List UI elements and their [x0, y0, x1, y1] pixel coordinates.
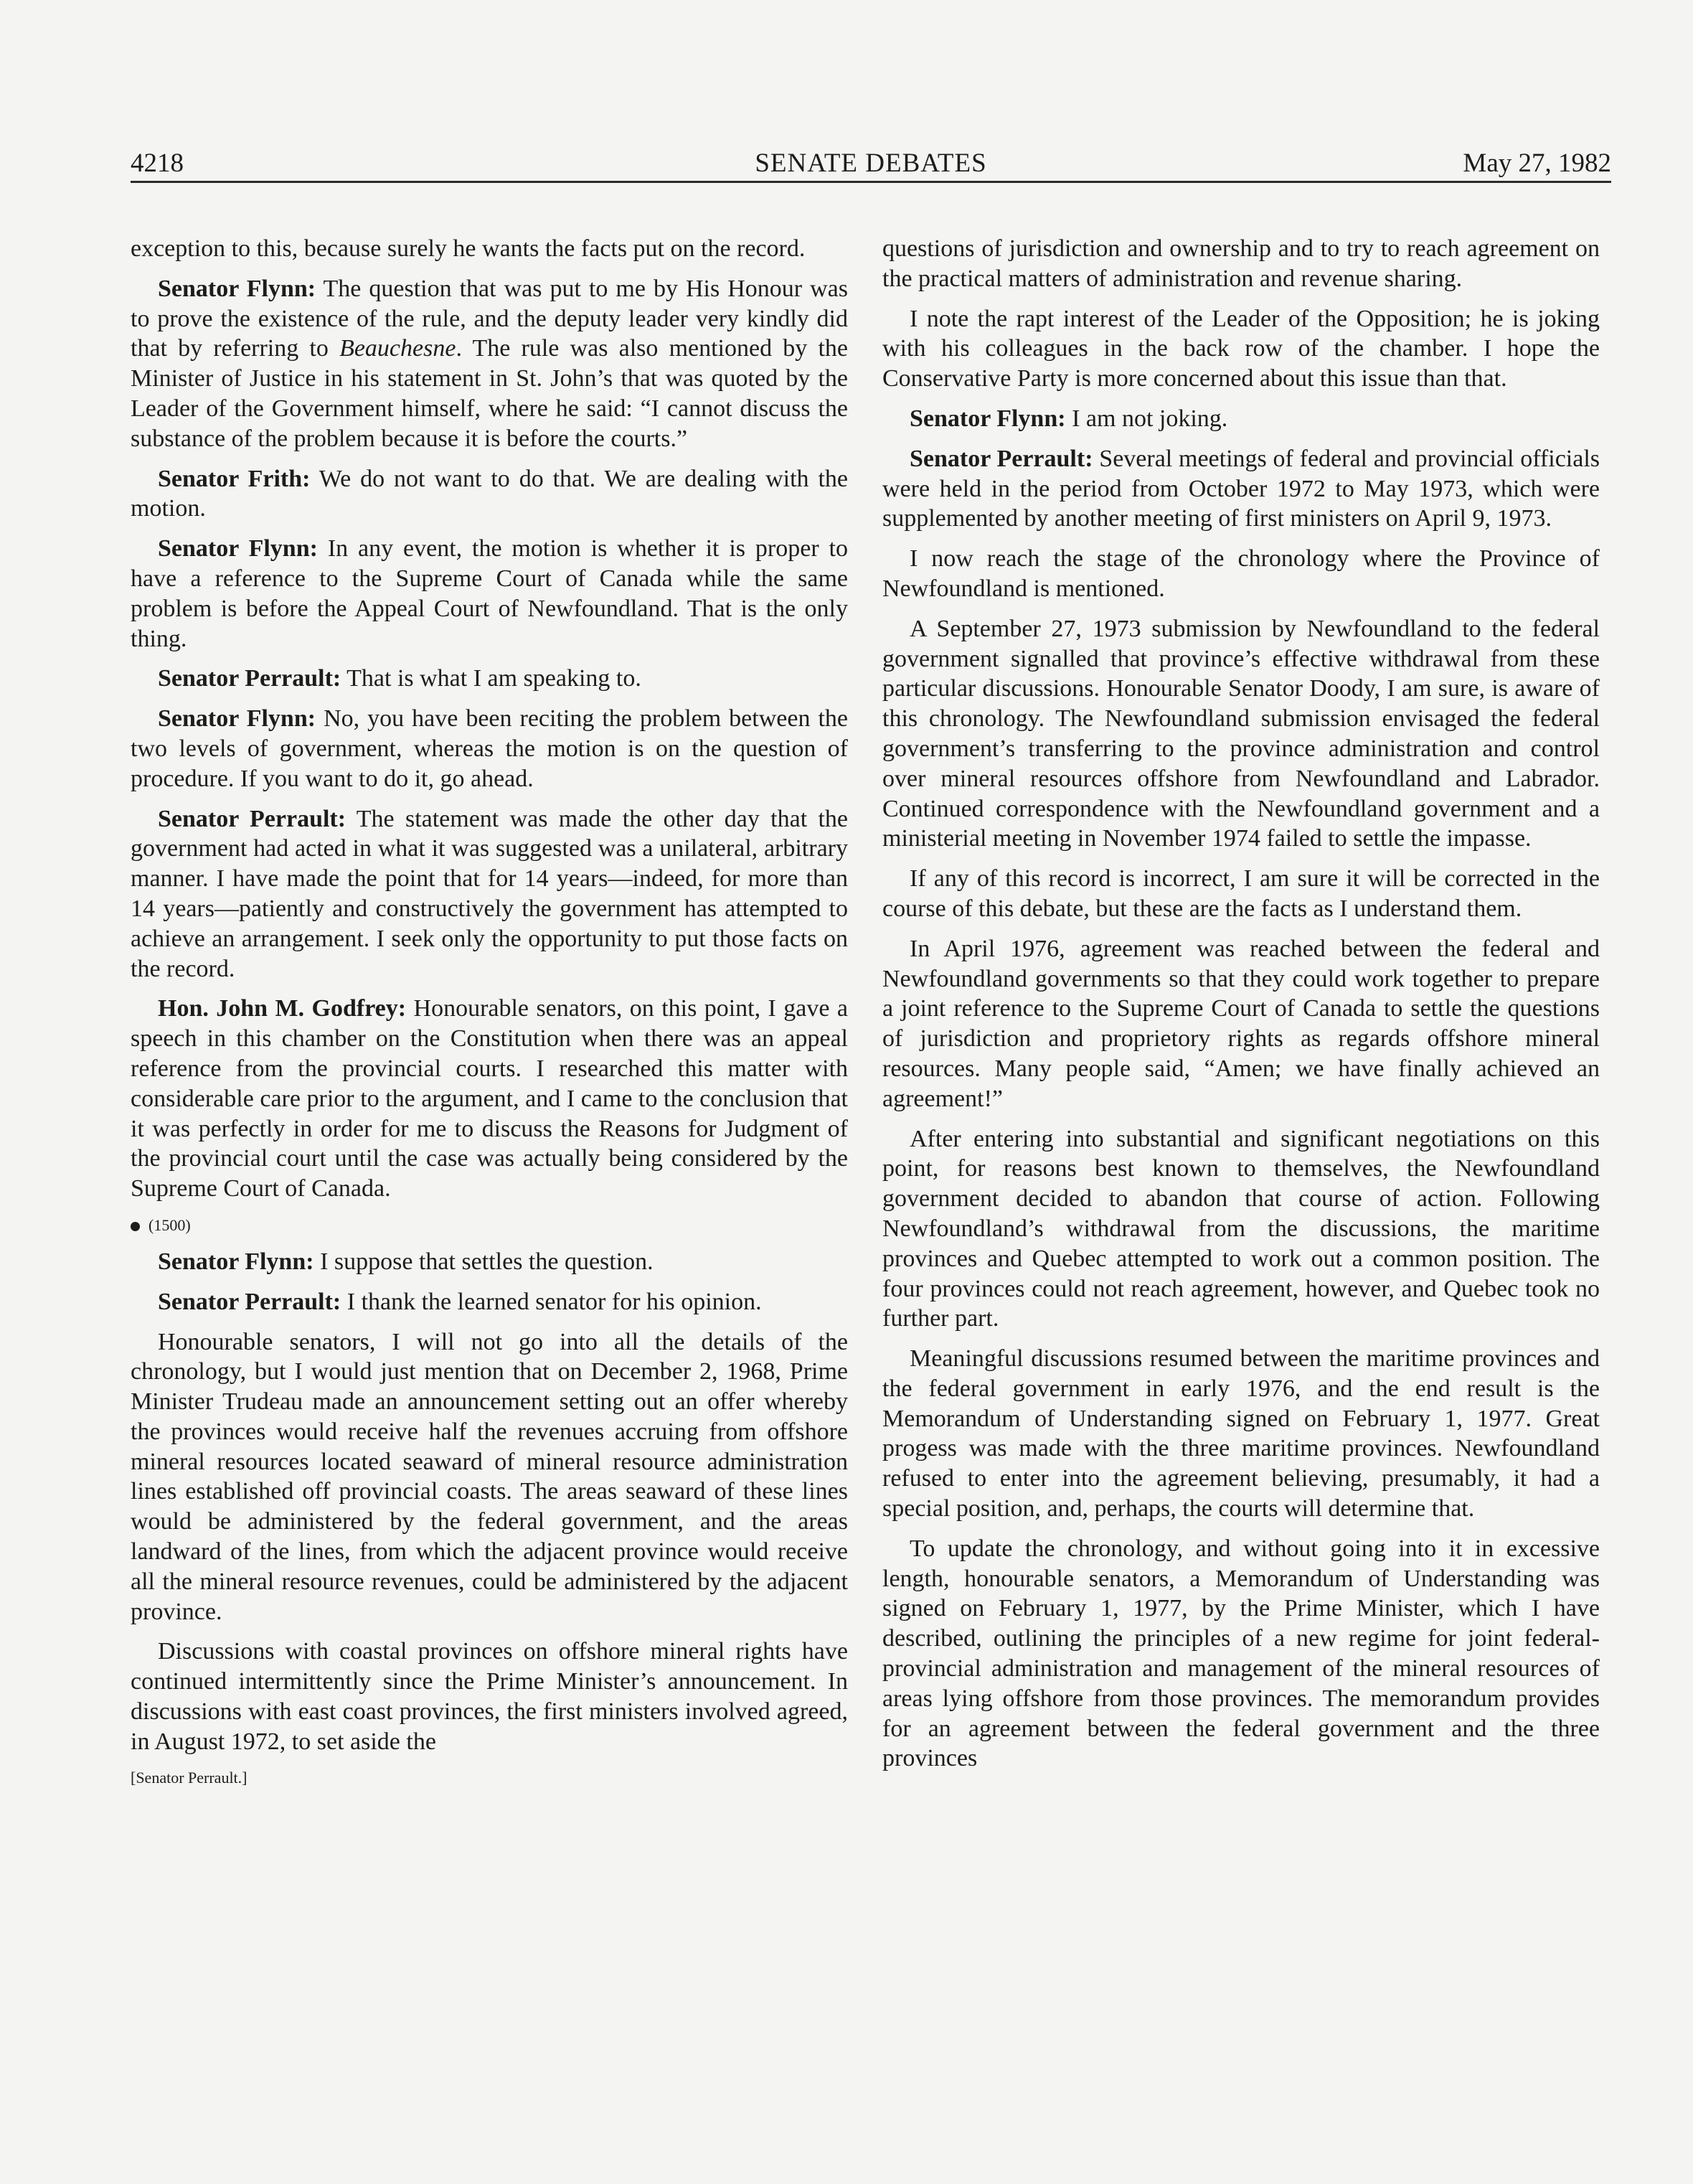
paragraph [131, 1287, 848, 1317]
paragraph: questions of jurisdiction and ownership and to try to reach agreement on the practical matters of administration and revenue sharing. [882, 235, 1600, 292]
time-marker-text: (1500) [148, 1215, 191, 1234]
paragraph: After entering into substantial and significant negotiations on this point, for reasons best known to themselves, the Newfoundland government decided to abandon that course of action. Following Newfoundland’s withdrawal from the discussions, the maritime provinces and Quebec attempted to work out a common position. The four provinces could not reach agreement, however, and Quebec took no further part. [882, 1125, 1600, 1332]
paragraph: Meaningful discussions resumed between the maritime provinces and the federal government in early 1976, and the end result is the Memorandum of Understanding signed on February 1, 1977. Great progess was made with the three maritime provinces. Newfoundland refused to enter into the agreement believing, presumably, it had a special position, and, perhaps, the courts will determine that. [882, 1345, 1600, 1522]
paragraph [131, 464, 848, 524]
right-column [882, 234, 1600, 1784]
speaker-name: Senator Frith: [158, 465, 311, 492]
speech-text: Several meetings of federal and provincial officials were held in the period from October 1972 to May 1973, which were supplemented by another meeting of first ministers on April 9, 1973. [882, 445, 1600, 532]
paragraph [131, 664, 848, 694]
speaker-name: Senator Perrault: [158, 805, 346, 832]
italic-reference: Beauchesne [339, 335, 456, 362]
paragraph: If any of this record is incorrect, I am sure it will be corrected in the course of this debate, but these are the facts as I understand them. [882, 865, 1600, 922]
paragraph [131, 534, 848, 654]
speaker-name: Senator Flynn: [158, 705, 316, 733]
paragraph: Discussions with coastal provinces on offshore mineral rights have continued intermittently since the Prime Minister’s announcement. In discussions with east coast provinces, the first ministers involved agreed, in August 1972, to set aside the [131, 1638, 848, 1755]
speech-text: That is what I am speaking to. [341, 665, 641, 692]
speech-text: The question that was put to me by His Honour was to prove the existence of the rule, and the deputy leader very kindly did that by referring to [131, 275, 848, 362]
paragraph [131, 1247, 848, 1277]
paragraph [131, 274, 848, 454]
speaker-name: Senator Flynn: [158, 275, 316, 302]
speaker-name: Senator Perrault: [158, 1288, 341, 1315]
paragraph [131, 994, 848, 1204]
paragraph: In April 1976, agreement was reached between the federal and Newfoundland governments so that they could work together to prepare a joint reference to the Supreme Court of Canada to settle the questions of jurisdiction and proprietory rights as regards offshore mineral resources. Many people said, “Amen; we have finally achieved an agreement!” [882, 935, 1600, 1112]
speaker-name: Senator Perrault: [910, 445, 1093, 472]
speech-text: We do not want to do that. We are dealing with the motion. [131, 465, 848, 522]
speech-text: In any event, the motion is whether it is proper to have a reference to the Supreme Court of Canada while the same problem is before the Appeal Court of Newfoundland. That is the only thing. [131, 535, 848, 652]
paragraph: Honourable senators, I will not go into all the details of the chronology, but I would just mention that on December 2, 1968, Prime Minister Trudeau made an announcement setting out an offer whereby the provinces would receive half the revenues accruing from offshore mineral resources located seaward of mineral resource administration lines established off provincial coasts. The areas seaward of these lines would be administered by the federal government, and the areas landward of the lines, from which the adjacent province would receive all the mineral resource revenues, could be administered by the adjacent province. [131, 1328, 848, 1625]
speech-text: I suppose that settles the question. [313, 1248, 654, 1275]
left-column [131, 234, 848, 1789]
paragraph [882, 404, 1600, 434]
publication-title: SENATE DEBATES [755, 149, 987, 178]
speaker-footnote: [Senator Perrault.] [131, 1768, 247, 1787]
speech-text: I am not joking. [1065, 405, 1228, 432]
bullet-icon [131, 1222, 140, 1231]
speech-text: I thank the learned senator for his opinion. [341, 1288, 762, 1315]
speaker-name: Senator Flynn: [158, 1248, 314, 1275]
paragraph [882, 444, 1600, 534]
paragraph: exception to this, because surely he wants the facts put on the record. [131, 235, 806, 262]
paragraph [131, 704, 848, 794]
speaker-name: Senator Perrault: [158, 665, 341, 692]
page-number: 4218 [131, 149, 184, 178]
paragraph: To update the chronology, and without going into it in excessive length, honourable senators, a Memorandum of Understanding was signed on February 1, 1977, by the Prime Minister, which I have described, outlining the principles of a new regime for joint federal-provincial administration and management of the mineral resources of areas lying offshore from those provinces. The memorandum provides for an agreement between the federal government and the three provinces [882, 1535, 1600, 1772]
speaker-name: Senator Flynn: [158, 535, 318, 563]
paragraph: A September 27, 1973 submission by Newfoundland to the federal government signalled that province’s effective withdrawal from these particular discussions. Honourable Senator Doody, I am sure, is aware of this chronology. The Newfoundland submission envisaged the federal government’s transferring to the province administration and control over mineral resources offshore from Newfoundland and Labrador. Continued correspondence with the Newfoundland government and a ministerial meeting in November 1974 failed to settle the impasse. [882, 615, 1600, 852]
speech-text: . The rule was also mentioned by the Minister of Justice in his statement in St. John’s that was quoted by the Leader of the Government himself, where he said: “I cannot discuss the substance of the problem because it is before the courts.” [131, 335, 848, 452]
speech-text: Honourable senators, on this point, I gave a speech in this chamber on the Constitution when there was an appeal reference from the provincial courts. I researched this matter with considerable care prior to the argument, and I came to the conclusion that it was perfectly in order for me to discuss the Reasons for Judgment of the provincial court until the case was actually being considered by the Supreme Court of Canada. [131, 995, 848, 1202]
paragraph [131, 804, 848, 984]
speech-text: No, you have been reciting the problem between the two levels of government, whereas the motion is on the question of procedure. If you want to do it, go ahead. [131, 705, 848, 792]
speaker-name: Senator Flynn: [910, 405, 1066, 432]
speech-text: The statement was made the other day that the government had acted in what it was suggested was a unilateral, arbitrary manner. I have made the point that for 14 years—indeed, for more than 14 years—patiently and constructively the government has attempted to achieve an arrangement. I seek only the opportunity to put those facts on the record. [131, 805, 849, 982]
page-date: May 27, 1982 [1463, 149, 1611, 178]
speaker-name: Hon. John M. Godfrey: [158, 995, 407, 1022]
paragraph: I now reach the stage of the chronology where the Province of Newfoundland is mentioned. [882, 545, 1600, 602]
time-marker [131, 1214, 848, 1237]
page-header [131, 146, 1611, 183]
paragraph: I note the rapt interest of the Leader of the Opposition; he is joking with his colleagues in the back row of the chamber. I hope the Conservative Party is more concerned about this issue than that. [882, 305, 1600, 392]
